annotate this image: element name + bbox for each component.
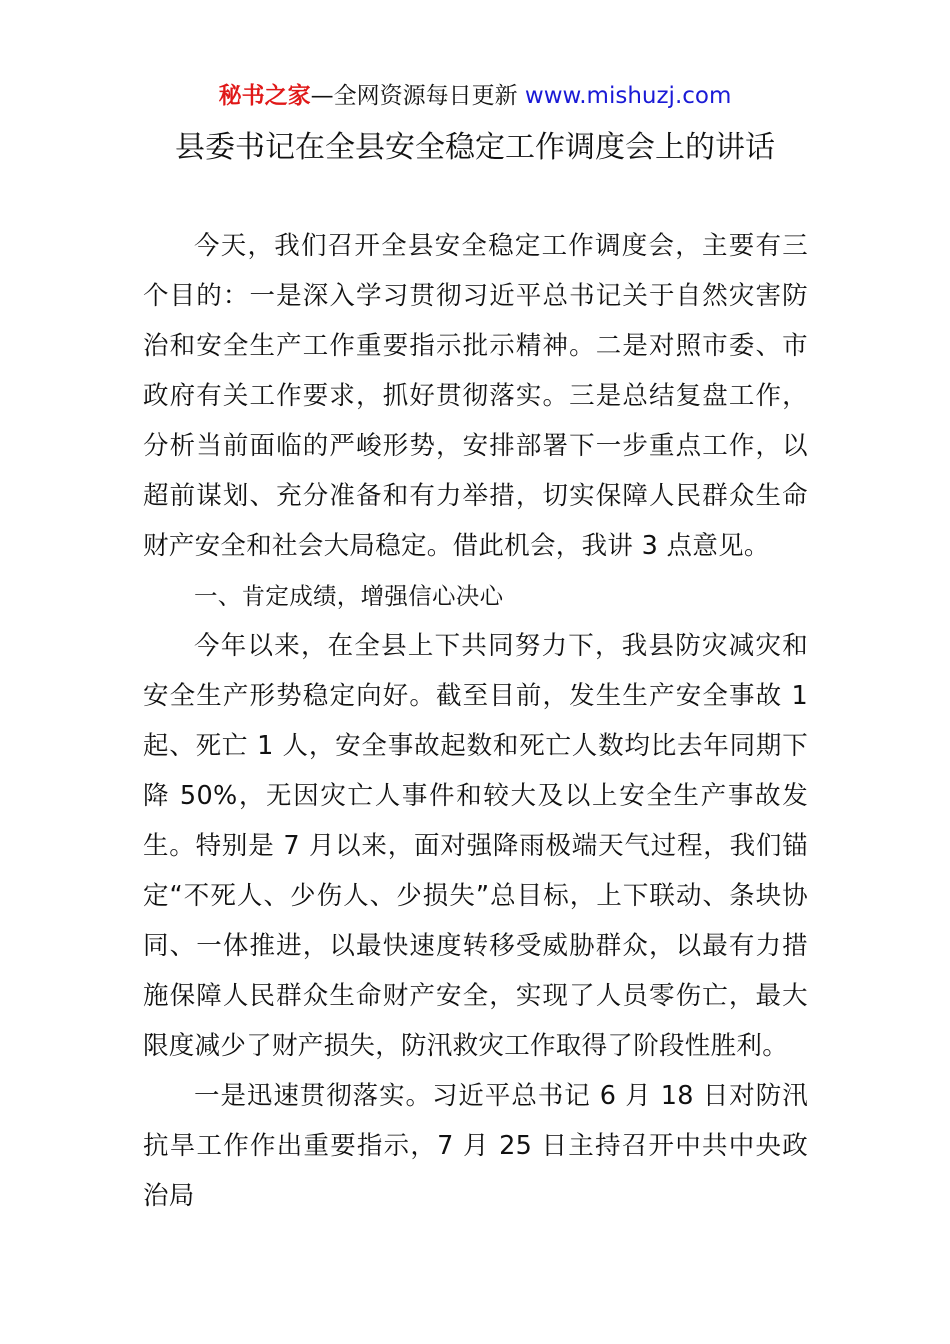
site-header <box>0 80 950 112</box>
paragraph-achievements: 今年以来，在全县上下共同努力下，我县防灾减灾和安全生产形势稳定向好。截至目前，发生生产安全事故 1 起、死亡 1 人，安全事故起数和死亡人数均比去年同期下降 50%，无因灾亡人事件和较大及以上安全生产事故发生。特别是 7 月以来，面对强降雨极端天气过程，我们锚定“不死人、少伤人、少损失”总目标，上下联动、条块协同、一体推进，以最快速度转移受威胁群众，以最有力措施保障人民群众生命财产安全，实现了人员零伤亡，最大限度减少了财产损失，防汛救灾工作取得了阶段性胜利。 <box>143 631 808 1061</box>
document-title: 县委书记在全县安全稳定工作调度会上的讲话 <box>175 130 775 165</box>
paragraph-implementation: 一是迅速贯彻落实。习近平总书记 6 月 18 日对防汛抗旱工作作出重要指示，7 月 25 日主持召开中共中央政治局 <box>143 1081 808 1211</box>
header-slogan: —全网资源每日更新 <box>310 83 525 109</box>
brand-name: 秘书之家 <box>218 83 311 109</box>
paragraph-intro: 今天，我们召开全县安全稳定工作调度会，主要有三个目的：一是深入学习贯彻习近平总书记关于自然灾害防治和安全生产工作重要指示批示精神。二是对照市委、市政府有关工作要求，抓好贯彻落实。三是总结复盘工作，分析当前面临的严峻形势，安排部署下一步重点工作，以超前谋划、充分准备和有力举措，切实保障人民群众生命财产安全和社会大局稳定。借此机会，我讲 3 点意见。 <box>143 231 808 561</box>
site-url-link[interactable]: www.mishuzj.com <box>524 83 732 109</box>
section-heading-1: 一、肯定成绩，增强信心决心 <box>194 582 504 610</box>
document-body <box>143 221 808 1221</box>
